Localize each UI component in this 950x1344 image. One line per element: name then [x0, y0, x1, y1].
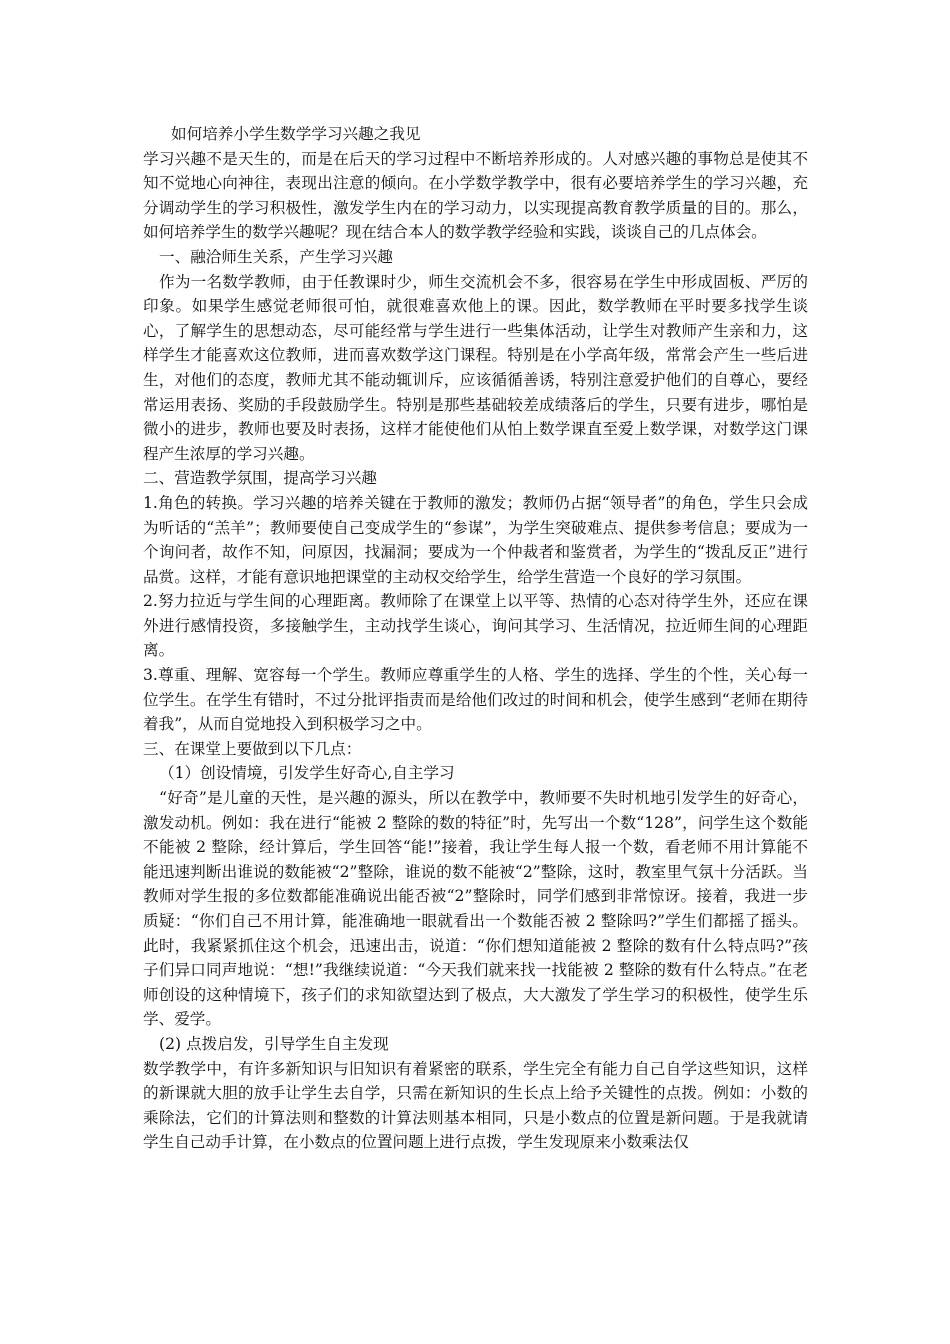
section-heading-2: 二、营造教学氛围，提高学习兴趣 [143, 469, 377, 488]
section-heading-1: 一、融洽师生关系，产生学习兴趣 [159, 247, 393, 266]
document-body [143, 122, 808, 1155]
subsection-2-paragraph: 数学教学中，有许多新知识与旧知识有着紧密的联系，学生完全有能力自己自学这些知识，这样的新课就大胆的放手让学生去自学，只需在新知识的生长点上给予关键性的点拨。例如：小数的乘除法，它们的计算法则和整数的计算法则基本相同，只是小数点的位置是新问题。于是我就请学生自己动手计算，在小数点的位置问题上进行点拨，学生发现原来小数乘法仅 [143, 1059, 808, 1152]
subsection-heading-2: (2) 点拨启发，引导学生自主发现 [159, 1034, 389, 1053]
section-2-item-3: 3.尊重、理解、宽容每一个学生。教师应尊重学生的人格、学生的选择、学生的个性，关心每一位学生。在学生有错时，不过分批评指责而是给他们改过的时间和机会，使学生感到“老师在期待着我”，从而自觉地投入到积极学习之中。 [143, 666, 808, 734]
section-2-item-1: 1.角色的转换。学习兴趣的培养关键在于教师的激发；教师仍占据“领导者”的角色，学生只会成为听话的“羔羊”；教师要使自己变成学生的“参谋”，为学生突破难点、提供参考信息；要成为一个询问者，故作不知，问原因，找漏洞；要成为一个仲裁者和鉴赏者，为学生的“拨乱反正”进行品赏。这样，才能有意识地把课堂的主动权交给学生，给学生营造一个良好的学习氛围。 [143, 493, 808, 586]
section-2-item-2: 2.努力拉近与学生间的心理距离。教师除了在课堂上以平等、热情的心态对待学生外，还应在课外进行感情投资，多接触学生，主动找学生谈心，询问其学习、生活情况，拉近师生间的心理距离。 [143, 592, 808, 660]
subsection-1-paragraph: “好奇”是儿童的天性，是兴趣的源头，所以在教学中，教师要不失时机地引发学生的好奇心，激发动机。例如：我在进行“能被 2 整除的数的特征”时，先写出一个数“128”，问学生这个数能不能被 2 整除，经计算后，学生回答“能!”接着，我让学生每人报一个数，看老师不用计算能不能迅速判断出谁说的数能被“2”整除，谁说的数不能被“2”整除，这时，教室里气氛十分活跃。当教师对学生报的多位数都能准确说出能否被“2”整除时，同学们感到非常惊讶。接着，我进一步质疑：“你们自己不用计算，能准确地一眼就看出一个数能否被 2 整除吗?”学生们都摇了摇头。此时，我紧紧抓住这个机会，迅速出击，说道：“你们想知道能被 2 整除的数有什么特点吗?”孩子们异口同声地说：“想!”我继续说道：“今天我们就来找一找能被 2 整除的数有什么特点。”在老师创设的这种情境下，孩子们的求知欲望达到了极点，大大激发了学生学习的积极性，使学生乐学、爱学。 [143, 789, 808, 1029]
section-heading-3: 三、在课堂上要做到以下几点： [143, 739, 362, 758]
section-1-paragraph: 作为一名数学教师，由于任教课时少，师生交流机会不多，很容易在学生中形成固板、严厉的印象。如果学生感觉老师很可怕，就很难喜欢他上的课。因此，数学教师在平时要多找学生谈心，了解学生的思想动态，尽可能经常与学生进行一些集体活动，让学生对教师产生亲和力，这样学生才能喜欢这位教师，进而喜欢数学这门课程。特别是在小学高年级，常常会产生一些后进生，对他们的态度，教师尤其不能动辄训斥，应该循循善诱，特别注意爱护他们的自尊心，要经常运用表扬、奖励的手段鼓励学生。特别是那些基础较差成绩落后的学生，只要有进步，哪怕是微小的进步，教师也要及时表扬，这样才能使他们从怕上数学课直至爱上数学课，对数学这门课程产生浓厚的学习兴趣。 [143, 272, 808, 463]
intro-paragraph: 学习兴趣不是天生的，而是在后天的学习过程中不断培养形成的。人对感兴趣的事物总是使其不知不觉地心向神往，表现出注意的倾向。在小学数学教学中，很有必要培养学生的学习兴趣，充分调动学生的学习积极性，激发学生内在的学习动力，以实现提高教育教学质量的目的。那么，如何培养学生的数学兴趣呢？现在结合本人的数学教学经验和实践，谈谈自己的几点体会。 [143, 149, 808, 242]
document-title: 如何培养小学生数学学习兴趣之我见 [171, 125, 421, 143]
subsection-heading-1: （1）创设情境，引发学生好奇心,自主学习 [159, 764, 455, 783]
